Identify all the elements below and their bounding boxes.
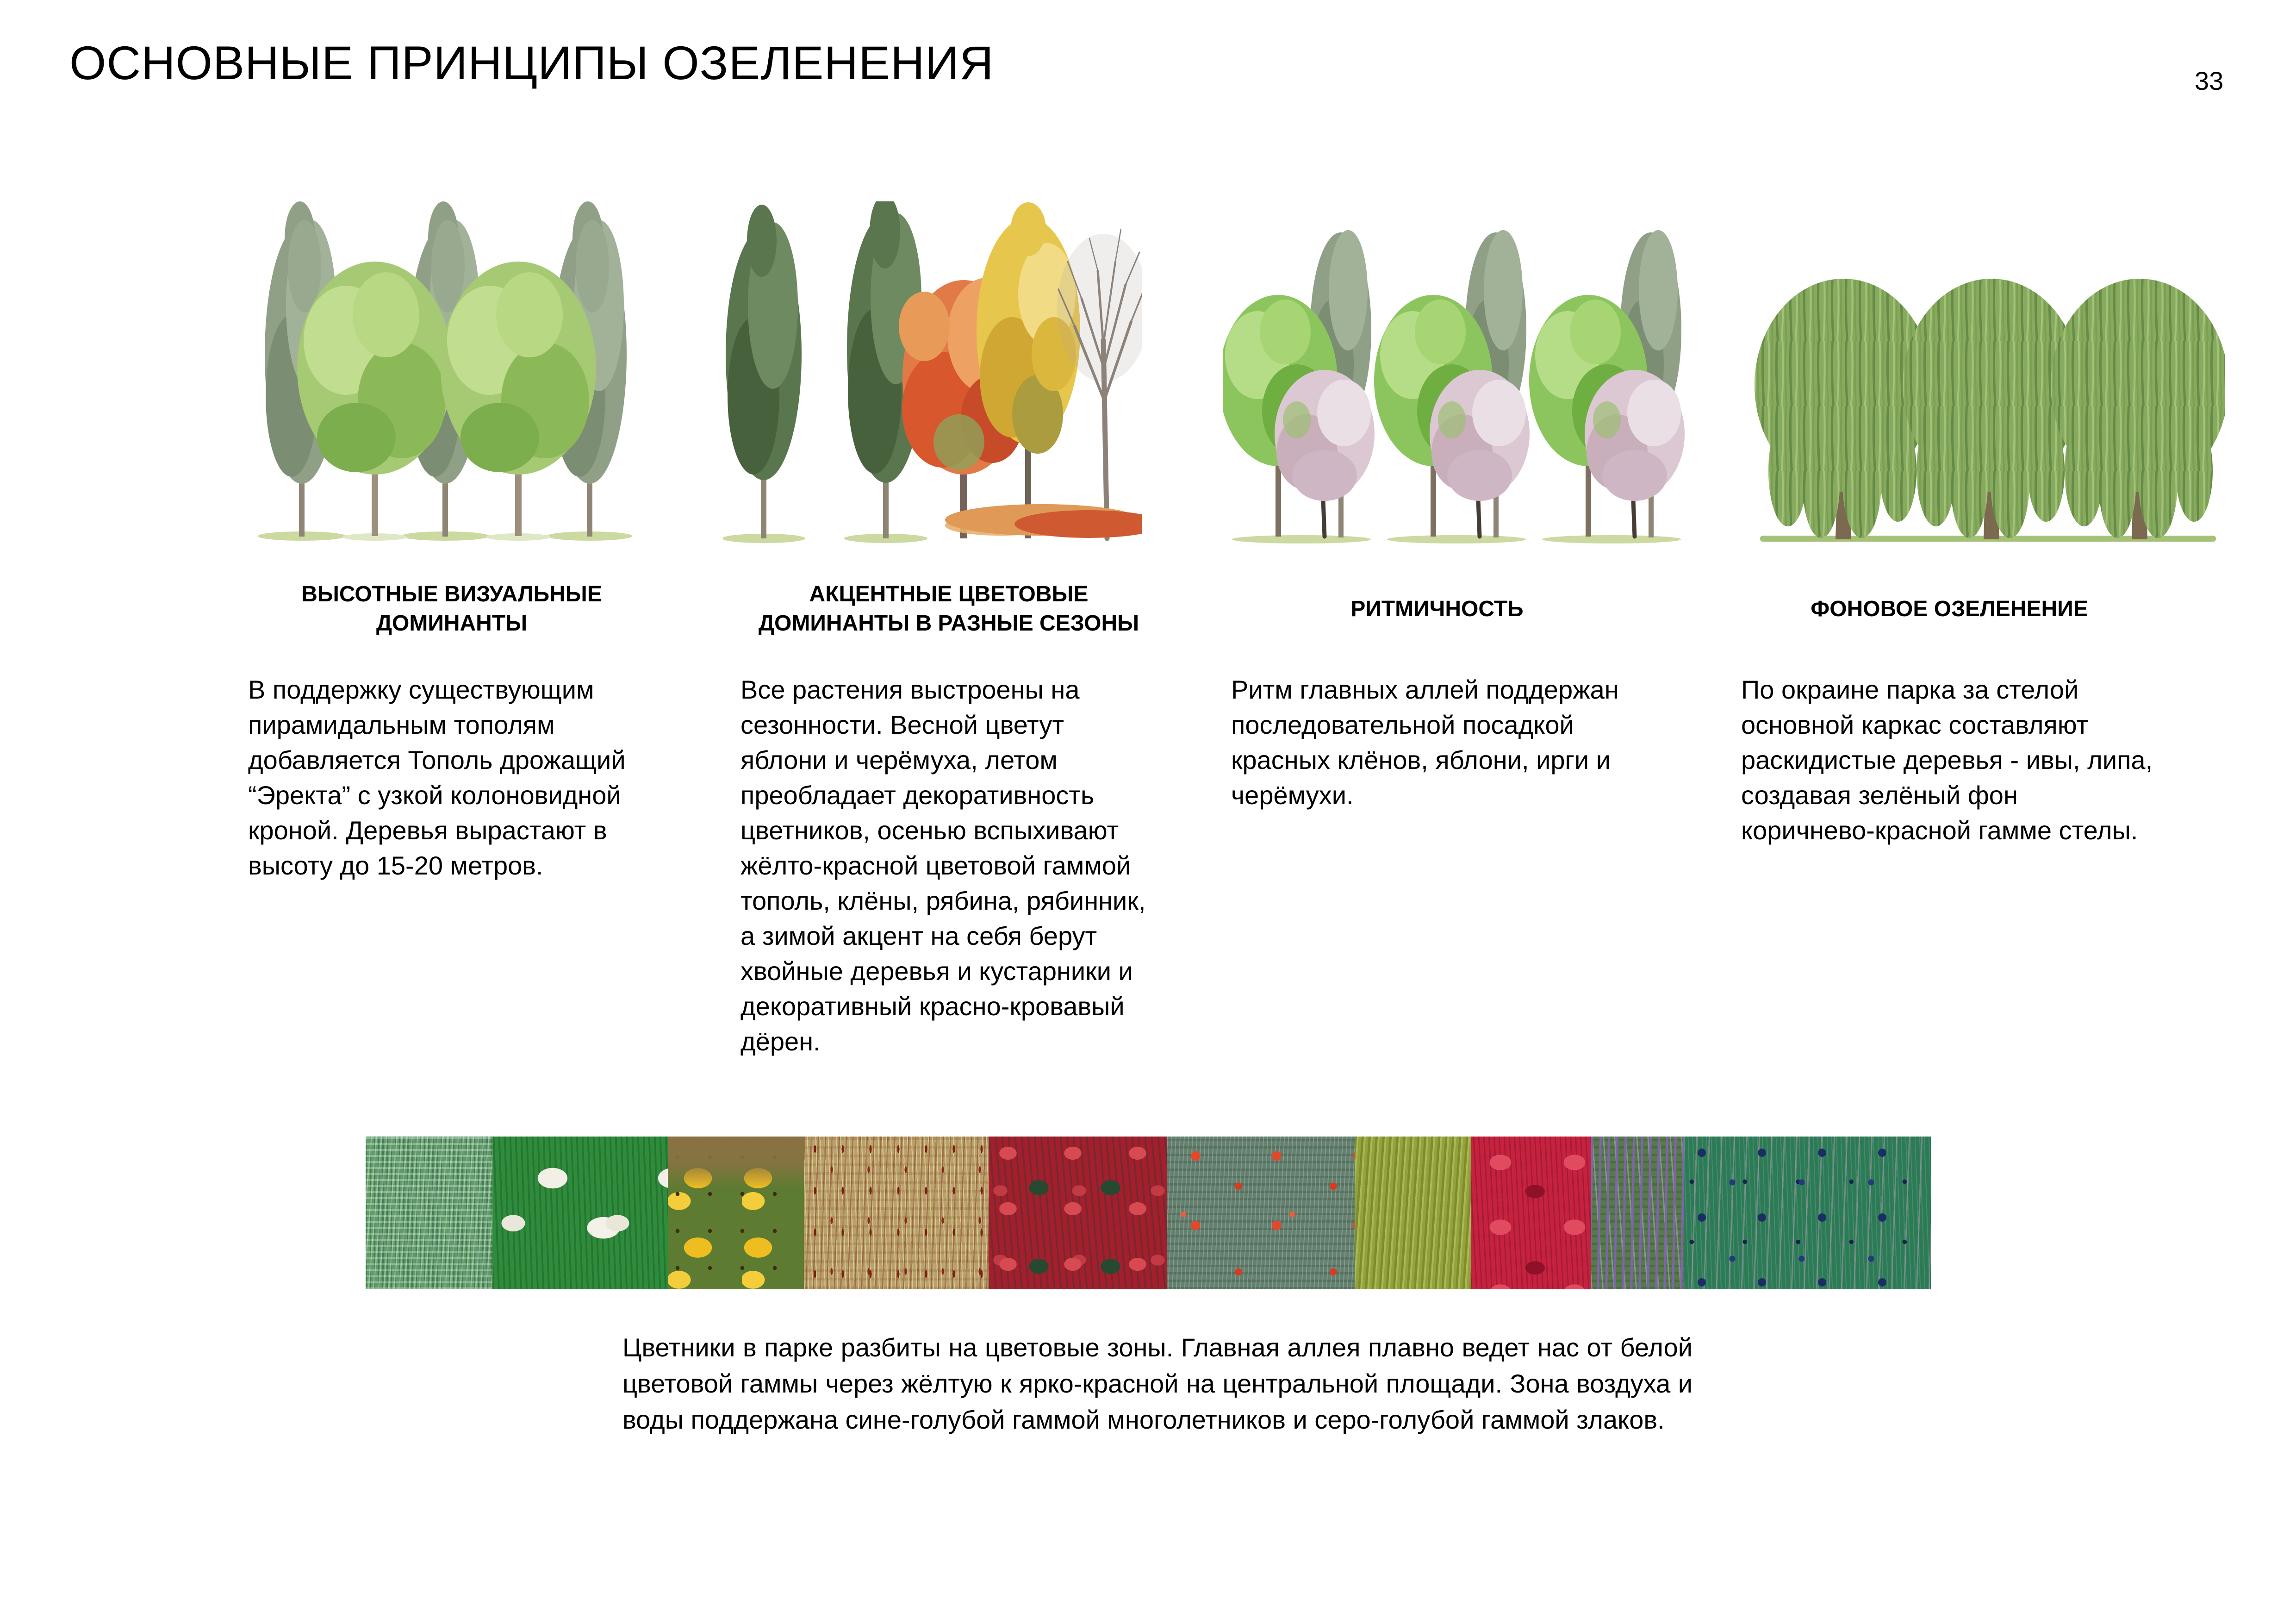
pyramidal-poplars-illustration	[255, 197, 635, 542]
flower-strip-segment-yellow-rudbeckia	[668, 1137, 804, 1289]
tree-group-weeping-willows-image	[1753, 276, 2225, 546]
dark-green-poplar-tree	[726, 205, 802, 538]
principle-body-height-dominants: В поддержку существующим пирамидальным тополям добавляется Тополь дрожащий “Эректа” с узкой колоновидной кроной. Деревья вырастают в высоту до 15-20 метров.	[248, 675, 626, 880]
flower-strip-segment-tan-burnet-grass	[804, 1137, 989, 1289]
page-number: 33	[2195, 66, 2224, 95]
weeping-willow-tree	[2051, 279, 2225, 539]
flower-strip-segment-purple-salvia	[1591, 1137, 1684, 1289]
tree-group-pyramidal-poplars-image	[255, 197, 635, 542]
flower-strip-image	[366, 1137, 1931, 1289]
tree-group-seasonal-accents-image	[723, 201, 1142, 544]
flower-strip-segment-bright-red-barberry	[1471, 1137, 1591, 1289]
page-title: ОСНОВНЫЕ ПРИНЦИПЫ ОЗЕЛЕНЕНИЯ	[69, 37, 994, 89]
principle-heading-rhythm: РИТМИЧНОСТЬ	[1350, 597, 1524, 621]
tree-group-rhythmic-row-image	[1223, 225, 1688, 544]
green-round-tree	[441, 262, 596, 536]
orange-red-shrub-strip	[945, 504, 1142, 538]
flower-strip-segment-blue-echinops	[1684, 1137, 1931, 1289]
principle-body-rhythm: Ритм главных аллей поддержан последовательной посадкой красных клёнов, яблони, ирги и черёмухи.	[1231, 675, 1619, 810]
principle-heading-height-dominants: ВЫСОТНЫЕ ВИЗУАЛЬНЫЕ ДОМИНАНТЫ	[301, 582, 602, 636]
flower-strip-segment-olive-grasses	[1355, 1137, 1470, 1289]
principle-body-background-greenery: По окраине парка за стелой основной каркас составляют раскидистые деревья - ивы, липа, создавая зелёный фон коричнево-красной гамме стелы.	[1741, 675, 2153, 845]
yellow-autumn-tree	[977, 202, 1080, 538]
principle-heading-seasonal-accents: АКЦЕНТНЫЕ ЦВЕТОВЫЕ ДОМИНАНТЫ В РАЗНЫЕ СЕЗОНЫ	[758, 582, 1139, 636]
principle-body-seasonal-accents: Все растения выстроены на сезонности. Весной цветут яблони и черёмуха, летом преобладает декоративность цветников, осенью вспыхивают жёлто-красной цветовой гаммой тополь, клёны, рябина, рябинник, а зимой акцент на себя берут хвойные деревья и кустарники и декоративный красно-кровавый дёрен.	[740, 675, 1146, 1056]
principle-heading-background-greenery: ФОНОВОЕ ОЗЕЛЕНЕНИЕ	[1811, 597, 2088, 621]
rhythmic-row-illustration	[1223, 225, 1688, 544]
flower-zones-caption: Цветники в парке разбиты на цветовые зоны. Главная аллея плавно ведет нас от белой цветовой гаммы через жёлтую к ярко-красной на центральной площади. Зона воздуха и воды поддержана сине-голубой гаммой многолетников и серо-голубой гаммой злаков.	[622, 1333, 1692, 1434]
seasonal-accents-illustration	[723, 201, 1142, 544]
flower-strip-segment-white-lavender	[366, 1137, 492, 1289]
weeping-willows-illustration	[1753, 276, 2225, 546]
flower-strip-segment-crimson-monarda	[989, 1137, 1167, 1289]
flower-strip-segment-red-poppies	[1167, 1137, 1355, 1289]
flower-strip-segment-white-yarrow	[492, 1137, 668, 1289]
green-round-tree	[297, 262, 453, 536]
